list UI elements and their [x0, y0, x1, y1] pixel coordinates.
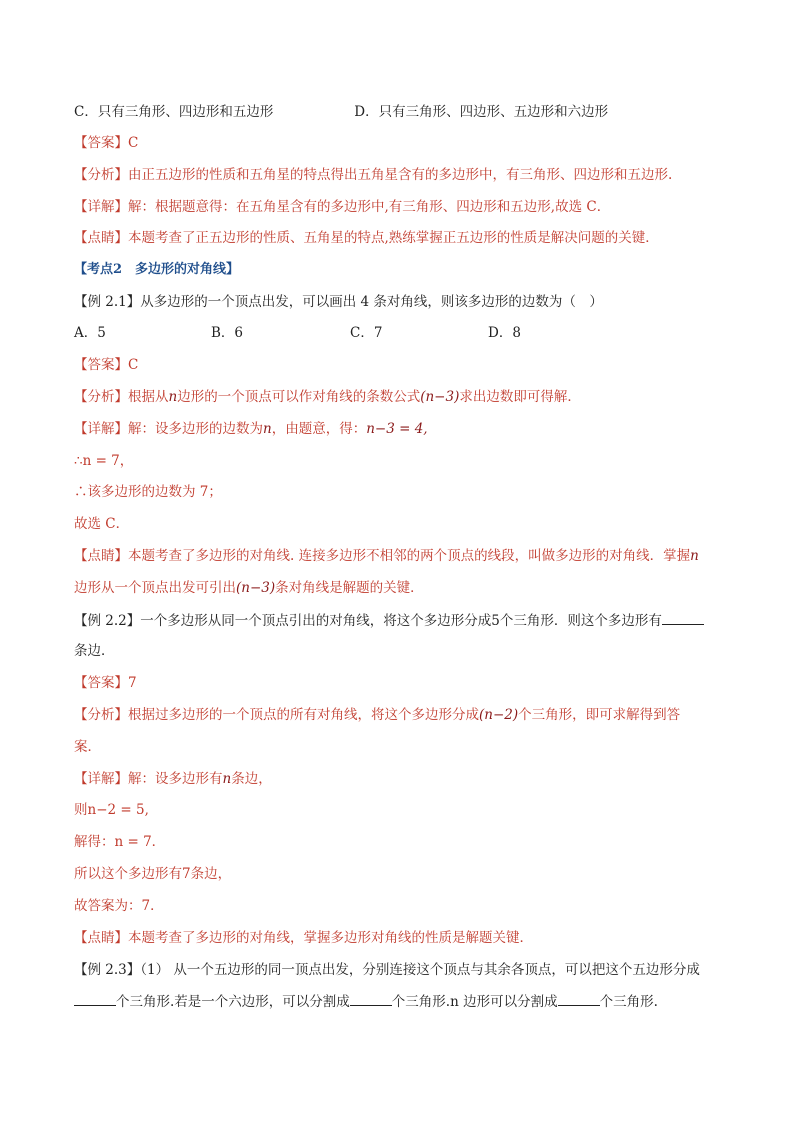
question-text-cont: 条边． [74, 643, 115, 659]
detail-tag: 【详解】 [74, 199, 128, 215]
detail-text: 条边， [231, 771, 272, 787]
detail-line [74, 419, 724, 439]
detail-text: 解：设多边形的边数为 [128, 421, 263, 437]
question-text: 个三角形.若是一个六边形，可以分割成 [116, 994, 350, 1010]
solution-step: 故答案为：7． [74, 898, 164, 914]
answer-tag: 【答案】 [74, 675, 128, 691]
comment-tag: 【点睛】 [74, 548, 128, 564]
math-formula: n−3 = 4, [366, 421, 428, 437]
option-c: C．7 [350, 325, 383, 341]
detail-text: 解：根据题意得：在五角星含有的多边形中,有三角形、四边形和五边形,故选 C． [128, 199, 611, 215]
comment-text: 边形从一个顶点出发可引出 [74, 580, 236, 596]
analysis-line [74, 705, 724, 725]
answer-blank[interactable] [558, 991, 600, 1006]
detail-line [74, 769, 724, 789]
solution-step: 所以这个多边形有7条边， [74, 866, 232, 882]
option-d: D．只有三角形、四边形、五边形和六边形 [354, 104, 609, 120]
comment-text: 本题考查了多边形的对角线. 连接多边形不相邻的两个顶点的线段，叫做多边形的对角线．掌握 [128, 548, 691, 564]
analysis-text: 由正五边形的性质和五角星的特点得出五角星含有的多边形中，有三角形、四边形和五边形. [128, 167, 673, 183]
answer-blank[interactable] [74, 991, 116, 1006]
math-formula: (n−3) [236, 580, 276, 596]
analysis-line [74, 165, 724, 185]
answer-line [74, 673, 724, 693]
solution-step: ∴n = 7， [74, 453, 134, 469]
example-label: 【例 2.3】 [74, 962, 141, 978]
analysis-text: 边形的一个顶点可以作对角线的条数公式 [177, 389, 421, 405]
math-variable: n [168, 389, 178, 405]
detail-tag: 【详解】 [74, 771, 128, 787]
answer-value: C [128, 357, 139, 373]
example-2-2-question [74, 610, 724, 631]
solution-step: 则n−2 = 5, [74, 802, 149, 818]
analysis-tag: 【分析】 [74, 167, 128, 183]
options-row [74, 323, 724, 343]
comment-line-cont [74, 578, 724, 598]
solution-step: 故选 C． [74, 516, 130, 532]
comment-text: 本题考查了正五边形的性质、五角星的特点,熟练掌握正五边形的性质是解决问题的关键． [128, 230, 659, 246]
analysis-text-cont: 案． [74, 739, 101, 755]
comment-tag: 【点睛】 [74, 230, 128, 246]
option-a: A．5 [74, 325, 106, 341]
solution-step: 解得：n = 7． [74, 834, 166, 850]
example-label: 【例 2.2】 [74, 613, 141, 629]
option-d: D．8 [488, 325, 521, 341]
math-variable: n [222, 771, 232, 787]
analysis-text: 根据过多边形的一个顶点的所有对角线，将这个多边形分成 [128, 707, 479, 723]
answer-value: 7 [128, 675, 137, 691]
comment-text: 条对角线是解题的关键． [275, 580, 424, 596]
question-text: 从多边形的一个顶点出发，可以画出 4 条对角线，则该多边形的边数为（ ） [140, 294, 603, 310]
solution-step: ∴该多边形的边数为 7； [74, 484, 222, 500]
detail-tag: 【详解】 [74, 421, 128, 437]
comment-tag: 【点睛】 [74, 930, 128, 946]
math-variable: n [263, 421, 272, 437]
answer-blank[interactable] [350, 991, 392, 1006]
comment-line [74, 928, 724, 948]
comment-line [74, 228, 724, 248]
option-c: C．只有三角形、四边形和五边形 [74, 104, 274, 120]
detail-line [74, 197, 724, 217]
answer-value: C [128, 135, 139, 151]
question-text: （1） 从一个五边形的同一顶点出发，分别连接这个顶点与其余各顶点，可以把这个五边形分成 [140, 962, 700, 978]
math-formula: (n−2) [479, 707, 519, 723]
example-2-1-question [74, 292, 724, 312]
answer-tag: 【答案】 [74, 357, 128, 373]
detail-text: ，由题意，得： [271, 421, 367, 437]
analysis-text: 根据从 [128, 389, 169, 405]
analysis-line [74, 387, 724, 407]
analysis-tag: 【分析】 [74, 389, 128, 405]
answer-blank[interactable] [662, 610, 704, 625]
answer-tag: 【答案】 [74, 135, 128, 151]
section-heading: 【考点2 多边形的对角线】 [74, 262, 240, 277]
analysis-tag: 【分析】 [74, 707, 128, 723]
comment-text: 本题考查了多边形的对角线，掌握多边形对角线的性质是解题关键． [128, 930, 533, 946]
answer-line [74, 355, 724, 375]
analysis-text: 求出边数即可得解． [459, 389, 581, 405]
example-2-3-question [74, 960, 724, 980]
answer-line [74, 133, 724, 153]
example-label: 【例 2.1】 [74, 294, 141, 310]
question-text: 个三角形.n 边形可以分割成 [391, 994, 558, 1010]
math-formula: (n−3) [420, 389, 460, 405]
option-row [74, 102, 724, 122]
question-text: 个三角形. [599, 994, 658, 1010]
question-text: 一个多边形从同一个顶点引出的对角线，将这个多边形分成5个三角形．则这个多边形有 [140, 613, 662, 629]
detail-text: 解：设多边形有 [128, 771, 223, 787]
option-b: B．6 [211, 325, 244, 341]
math-variable: n [690, 548, 699, 564]
question-text-cont [74, 991, 724, 1012]
comment-line [74, 546, 724, 566]
analysis-text: 个三角形，即可求解得到答 [518, 707, 681, 723]
